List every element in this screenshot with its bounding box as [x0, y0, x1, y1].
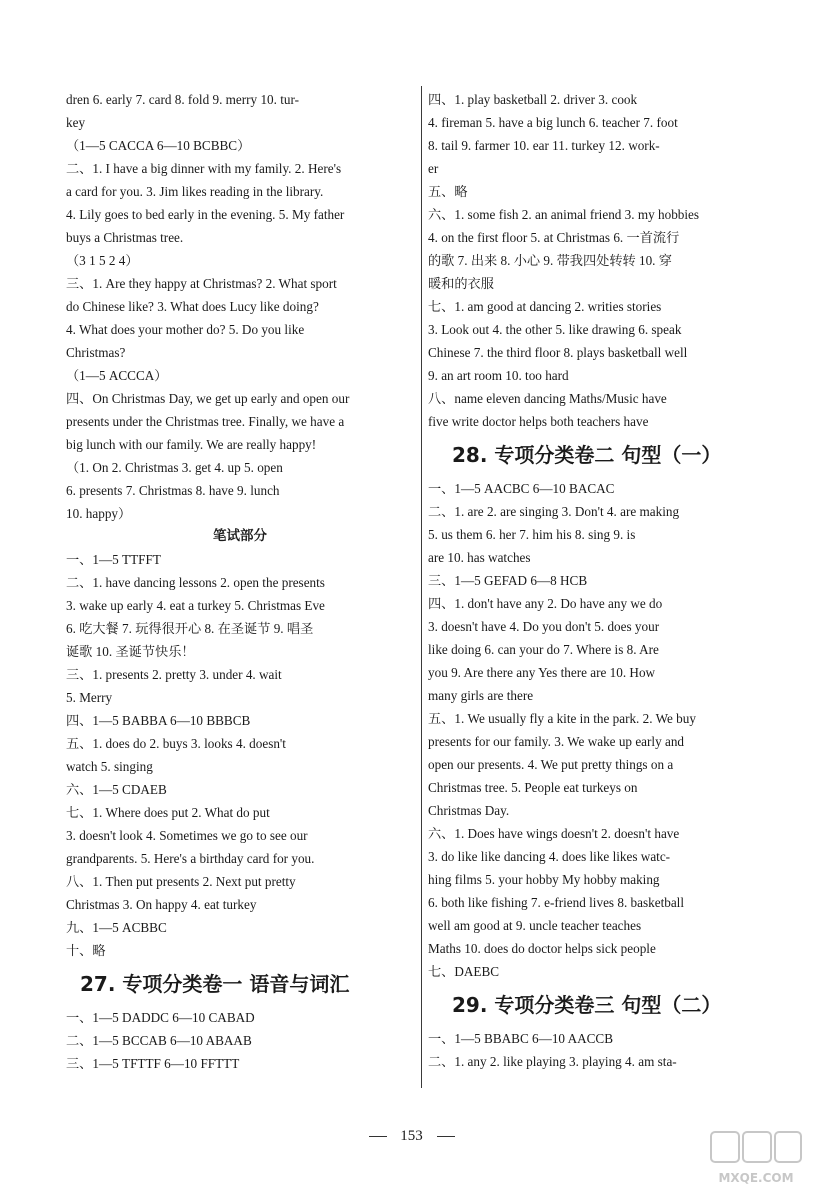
right-text-line: 4. fireman 5. have a big lunch 6. teacher 7. foot: [428, 115, 678, 130]
left-text-line: （1. On 2. Christmas 3. get 4. up 5. open: [66, 460, 283, 475]
left-text-line: （1—5 ACCCA）: [66, 368, 168, 383]
watermark-logo: [707, 1128, 805, 1190]
right-text-line: presents for our family. 3. We wake up early and: [428, 734, 685, 749]
left-column: [66, 88, 414, 1075]
left-text-line: 6. presents 7. Christmas 8. have 9. lunch: [66, 483, 280, 498]
left-text-line: （3 1 5 2 4）: [66, 253, 139, 268]
left-text-line: 三、1. presents 2. pretty 3. under 4. wait: [66, 667, 282, 682]
left-text-line: 七、1. Where does put 2. What do put: [66, 805, 270, 820]
right-text-line: are 10. has watches: [428, 550, 531, 565]
left-text-line: 八、1. Then put presents 2. Next put pretty: [66, 874, 296, 889]
right-section-heading: 29. 专项分类卷三 句型（二）: [452, 993, 722, 1017]
right-text-line: Maths 10. does do doctor helps sick people: [428, 941, 656, 956]
left-text-line: Christmas 3. On happy 4. eat turkey: [66, 897, 257, 912]
left-text-line: Christmas?: [66, 345, 126, 360]
right-text-line: five write doctor helps both teachers have: [428, 414, 649, 429]
left-text-line: （1—5 CACCA 6—10 BCBBC）: [66, 138, 251, 153]
left-text-line: watch 5. singing: [66, 759, 153, 774]
left-section-heading: 27. 专项分类卷一 语音与词汇: [80, 972, 350, 996]
right-text-line: Christmas tree. 5. People eat turkeys on: [428, 780, 638, 795]
right-text-line: 8. tail 9. farmer 10. ear 11. turkey 12. work-: [428, 138, 660, 153]
right-text-line: many girls are there: [428, 688, 534, 703]
left-text-line: 4. Lily goes to bed early in the evening. 5. My father: [66, 207, 345, 222]
right-text-line: 六、1. some fish 2. an animal friend 3. my hobbies: [428, 207, 700, 222]
left-text-line: 一、1—5 DADDC 6—10 CABAD: [66, 1010, 255, 1025]
left-text-line: do Chinese like? 3. What does Lucy like doing?: [66, 299, 319, 314]
watermark-text: MXQE.COM: [718, 1171, 794, 1185]
right-text-line: 二、1. any 2. like playing 3. playing 4. am sta-: [428, 1054, 677, 1069]
column-divider: [421, 86, 422, 1088]
right-text-line: 6. both like fishing 7. e-friend lives 8. basketball: [428, 895, 685, 910]
left-text-line: 六、1—5 CDAEB: [66, 782, 167, 797]
left-text-line: 二、1. I have a big dinner with my family. 2. Here's: [66, 161, 342, 176]
right-text-line: Chinese 7. the third floor 8. plays basketball well: [428, 345, 688, 360]
right-text-line: 3. doesn't have 4. Do you don't 5. does your: [428, 619, 660, 634]
page-number: 153: [400, 1128, 423, 1144]
left-text-line: 四、On Christmas Day, we get up early and open our: [66, 391, 350, 406]
left-text-line: 诞歌 10. 圣诞节快乐！: [66, 644, 195, 659]
left-text-line: 3. doesn't look 4. Sometimes we go to see our: [66, 828, 308, 843]
right-text-line: 四、1. play basketball 2. driver 3. cook: [428, 92, 638, 107]
page-footer: [0, 1128, 823, 1145]
right-text-line: you 9. Are there any Yes there are 10. How: [428, 665, 656, 680]
right-text-line: 五、1. We usually fly a kite in the park. 2. We buy: [428, 711, 696, 726]
right-text-line: 5. us them 6. her 7. him his 8. sing 9. is: [428, 527, 636, 542]
right-text-line: 八、name eleven dancing Maths/Music have: [428, 391, 667, 406]
right-text-line: 七、1. am good at dancing 2. writies stories: [428, 299, 662, 314]
right-text-line: 4. on the first floor 5. at Christmas 6. 一首流行: [428, 230, 680, 245]
left-text-line: a card for you. 3. Jim likes reading in the library.: [66, 184, 324, 199]
left-text-line: 十、略: [66, 943, 106, 958]
left-text-line: 二、1. have dancing lessons 2. open the presents: [66, 575, 325, 590]
left-text-line: 四、1—5 BABBA 6—10 BBBCB: [66, 713, 251, 728]
right-text-line: 9. an art room 10. too hard: [428, 368, 569, 383]
left-text-line: presents under the Christmas tree. Finally, we have a: [66, 414, 345, 429]
right-text-line: er: [428, 161, 439, 176]
footer-dash-right: [437, 1136, 455, 1137]
right-text-line: 一、1—5 BBABC 6—10 AACCB: [428, 1031, 614, 1046]
right-text-line: well am good at 9. uncle teacher teaches: [428, 918, 642, 933]
left-text-line: 一、1—5 TTFFT: [66, 552, 161, 567]
right-text-line: 的歌 7. 出来 8. 小心 9. 带我四处转转 10. 穿: [428, 253, 672, 268]
footer-dash-left: [369, 1136, 387, 1137]
right-text-line: 六、1. Does have wings doesn't 2. doesn't have: [428, 826, 680, 841]
right-text-line: 一、1—5 AACBC 6—10 BACAC: [428, 481, 615, 496]
left-text-line: 6. 吃大餐 7. 玩得很开心 8. 在圣诞节 9. 唱圣: [66, 621, 314, 636]
left-text-line: buys a Christmas tree.: [66, 230, 184, 245]
right-text-line: 五、略: [428, 184, 468, 199]
left-text-line: 10. happy）: [66, 506, 132, 521]
left-text-line: big lunch with our family. We are really happy!: [66, 437, 317, 452]
left-text-line: grandparents. 5. Here's a birthday card for you.: [66, 851, 315, 866]
right-text-line: 二、1. are 2. are singing 3. Don't 4. are making: [428, 504, 680, 519]
right-text-line: hing films 5. your hobby My hobby making: [428, 872, 660, 887]
right-text-line: 3. do like like dancing 4. does like likes watc-: [428, 849, 671, 864]
right-column: [428, 88, 778, 1073]
right-text-line: 暖和的衣服: [428, 276, 494, 291]
right-text-line: open our presents. 4. We put pretty things on a: [428, 757, 674, 772]
left-text-line: 三、1. Are they happy at Christmas? 2. What sport: [66, 276, 337, 291]
right-section-heading: 28. 专项分类卷二 句型（一）: [452, 443, 722, 467]
left-text-line: dren 6. early 7. card 8. fold 9. merry 10. tur-: [66, 92, 300, 107]
left-text-line: 二、1—5 BCCAB 6—10 ABAAB: [66, 1033, 252, 1048]
right-text-line: 四、1. don't have any 2. Do have any we do: [428, 596, 663, 611]
left-subsection-title: 笔试部分: [213, 528, 267, 544]
left-text-line: 3. wake up early 4. eat a turkey 5. Christmas Eve: [66, 598, 325, 613]
left-text-line: 九、1—5 ACBBC: [66, 920, 167, 935]
left-text-line: 五、1. does do 2. buys 3. looks 4. doesn't: [66, 736, 286, 751]
right-text-line: 3. Look out 4. the other 5. like drawing 6. speak: [428, 322, 682, 337]
right-text-line: 七、DAEBC: [428, 964, 500, 979]
left-text-line: 5. Merry: [66, 690, 113, 705]
left-text-line: 4. What does your mother do? 5. Do you like: [66, 322, 305, 337]
right-text-line: like doing 6. can your do 7. Where is 8. Are: [428, 642, 659, 657]
right-text-line: 三、1—5 GEFAD 6—8 HCB: [428, 573, 588, 588]
right-text-line: Christmas Day.: [428, 803, 510, 818]
left-text-line: 三、1—5 TFTTF 6—10 FFTTT: [66, 1056, 240, 1071]
left-text-line: key: [66, 115, 86, 130]
